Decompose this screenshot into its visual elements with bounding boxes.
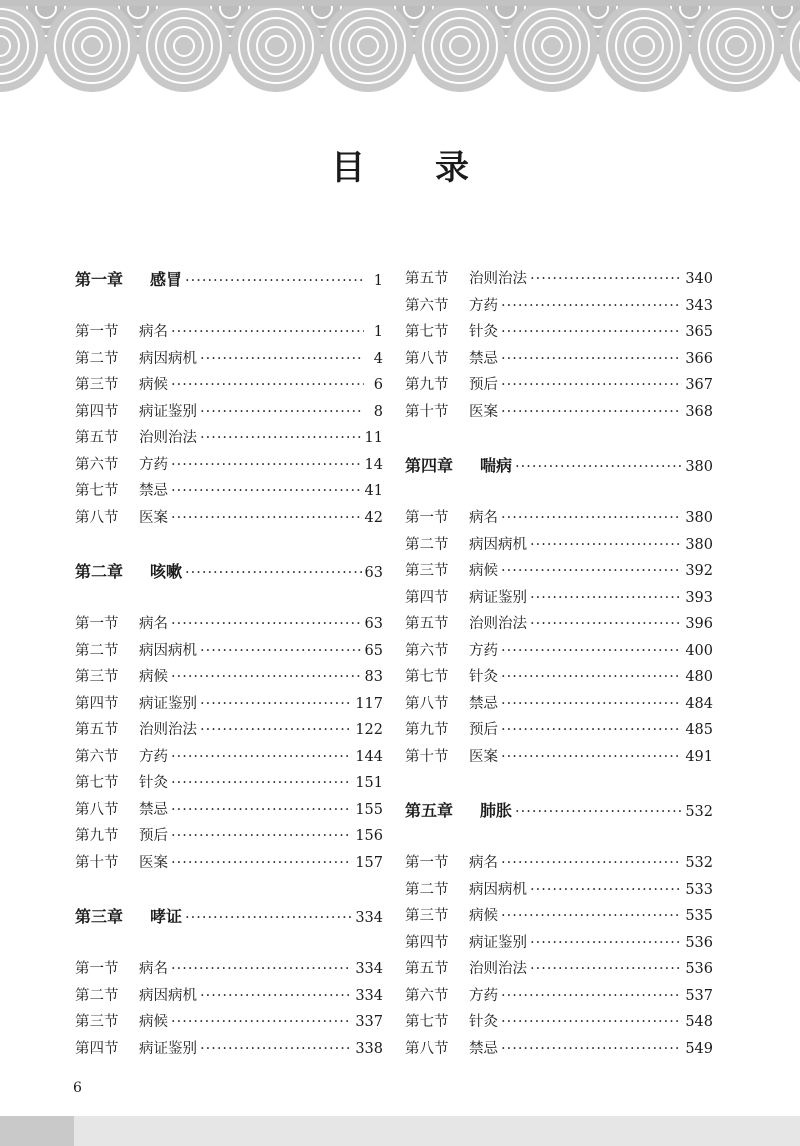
section-entry-title: 禁忌 <box>469 350 498 367</box>
section-entry-label: 第七节 <box>405 324 449 340</box>
chapter-entry-page: 1 <box>373 273 383 289</box>
section-entry-page: 41 <box>364 483 383 499</box>
section-entry[interactable] <box>405 1009 713 1036</box>
footer-bar <box>0 1116 800 1146</box>
section-entry[interactable] <box>405 691 713 718</box>
section-entry-label: 第七节 <box>75 775 119 791</box>
section-entry-page: 380 <box>685 510 713 526</box>
section-entry[interactable] <box>75 638 383 665</box>
leader-dots <box>200 691 352 718</box>
section-entry[interactable] <box>405 850 713 877</box>
section-entry[interactable] <box>75 823 383 850</box>
leader-dots <box>501 505 682 532</box>
chapter-entry-title: 感冒 <box>150 270 183 289</box>
chapter-entry-label: 第二章 <box>75 562 124 581</box>
leader-dots <box>200 346 364 373</box>
section-entry-page: 42 <box>364 509 383 526</box>
chapter-entry-label: 第五章 <box>405 801 454 820</box>
section-entry-label: 第十节 <box>405 748 449 765</box>
section-entry-title: 病候 <box>139 377 168 393</box>
section-entry-title: 方药 <box>469 987 498 1004</box>
section-entry-title: 病因病机 <box>139 987 197 1004</box>
leader-dots <box>501 293 682 320</box>
section-entry-title: 预后 <box>139 828 168 844</box>
section-entry[interactable] <box>405 744 713 771</box>
leader-dots <box>530 532 682 559</box>
section-entry-page: 396 <box>685 616 713 632</box>
leader-dots <box>530 877 682 904</box>
section-entry-title: 病候 <box>469 908 498 924</box>
section-entry-title: 医案 <box>469 748 498 765</box>
section-entry-page: 393 <box>685 589 713 606</box>
section-entry-label: 第二节 <box>405 536 449 553</box>
section-entry[interactable] <box>75 956 383 983</box>
leader-dots <box>501 691 682 718</box>
section-entry-title: 病因病机 <box>139 350 197 367</box>
section-entry-title: 病名 <box>139 324 168 340</box>
leader-dots <box>501 399 682 426</box>
section-entry-label: 第六节 <box>405 642 449 659</box>
section-entry-page: 334 <box>355 961 383 977</box>
section-entry-title: 禁忌 <box>139 483 168 499</box>
section-entry-title: 方药 <box>469 297 498 314</box>
section-entry-title: 病因病机 <box>139 642 197 659</box>
leader-dots <box>501 664 682 691</box>
section-entry-title: 病证鉴别 <box>139 1040 197 1057</box>
leader-dots <box>501 903 682 930</box>
section-entry-title: 治则治法 <box>469 616 527 632</box>
section-entry-label: 第五节 <box>405 961 449 977</box>
section-entry[interactable] <box>75 425 383 452</box>
section-entry-label: 第九节 <box>405 722 449 738</box>
leader-dots <box>501 850 682 877</box>
section-entry-title: 治则治法 <box>139 722 197 738</box>
chapter-entry[interactable] <box>405 452 713 479</box>
section-entry-page: 392 <box>685 563 713 579</box>
section-entry-label: 第四节 <box>75 1040 119 1057</box>
section-entry-title: 治则治法 <box>139 430 197 446</box>
section-entry-page: 340 <box>685 271 713 287</box>
chapter-entry-title: 哮证 <box>150 907 183 926</box>
section-entry[interactable] <box>75 611 383 638</box>
wave-scallop <box>506 0 598 92</box>
section-entry-title: 禁忌 <box>469 1040 498 1057</box>
section-entry-page: 156 <box>355 828 383 844</box>
leader-dots <box>501 983 682 1010</box>
leader-dots <box>530 930 682 957</box>
section-entry-page: 1 <box>373 324 383 340</box>
section-entry[interactable] <box>75 1009 383 1036</box>
leader-dots <box>171 770 352 797</box>
leader-dots <box>171 452 362 479</box>
section-entry-page: 144 <box>355 748 383 765</box>
section-entry[interactable] <box>75 478 383 505</box>
section-entry-label: 第三节 <box>75 669 119 685</box>
leader-dots <box>530 266 682 293</box>
leader-dots <box>171 372 364 399</box>
section-entry[interactable] <box>75 399 383 426</box>
title-char-2: 录 <box>435 148 469 188</box>
section-entry-label: 第一节 <box>75 324 119 340</box>
wave-scallop <box>690 0 782 92</box>
section-entry[interactable] <box>405 505 713 532</box>
section-entry-label: 第一节 <box>75 616 119 632</box>
section-entry-label: 第七节 <box>405 669 449 685</box>
section-entry-title: 医案 <box>139 854 168 871</box>
section-entry[interactable] <box>405 983 713 1010</box>
section-entry-label: 第八节 <box>405 350 449 367</box>
chapter-entry-page: 380 <box>685 459 713 475</box>
section-entry-label: 第六节 <box>405 987 449 1004</box>
leader-dots <box>200 425 362 452</box>
chapter-entry-label: 第一章 <box>75 270 124 289</box>
section-entry-label: 第五节 <box>75 430 119 446</box>
page-number: 6 <box>73 1080 82 1096</box>
section-entry[interactable] <box>405 399 713 426</box>
section-entry-label: 第五节 <box>405 616 449 632</box>
section-entry-title: 病证鉴别 <box>469 589 527 606</box>
section-entry-label: 第二节 <box>75 987 119 1004</box>
toc-column-right <box>405 266 713 1062</box>
section-entry-page: 532 <box>685 855 713 871</box>
section-entry[interactable] <box>75 770 383 797</box>
section-entry-page: 365 <box>685 324 713 340</box>
section-entry-label: 第二节 <box>75 642 119 659</box>
section-entry-page: 535 <box>685 908 713 924</box>
section-entry-label: 第六节 <box>75 748 119 765</box>
section-entry-label: 第四节 <box>405 934 449 951</box>
section-entry[interactable] <box>405 558 713 585</box>
section-entry-page: 155 <box>355 801 383 818</box>
leader-dots <box>185 268 364 295</box>
section-entry-title: 病因病机 <box>469 881 527 898</box>
section-entry-page: 548 <box>685 1014 713 1030</box>
section-entry-page: 366 <box>685 350 713 367</box>
leader-dots <box>171 797 352 824</box>
section-entry-label: 第五节 <box>75 722 119 738</box>
section-entry-page: 480 <box>685 669 713 685</box>
leader-dots <box>171 611 362 638</box>
section-entry[interactable] <box>405 717 713 744</box>
section-entry[interactable] <box>75 346 383 373</box>
section-entry-title: 预后 <box>469 377 498 393</box>
section-entry-label: 第一节 <box>75 961 119 977</box>
section-entry-title: 病名 <box>139 616 168 632</box>
leader-dots <box>515 454 682 481</box>
leader-dots <box>185 560 362 587</box>
section-entry-page: 343 <box>685 297 713 314</box>
leader-dots <box>501 1036 682 1063</box>
chapter-entry-label: 第四章 <box>405 456 454 475</box>
wave-scallop <box>414 0 506 92</box>
section-entry[interactable] <box>405 319 713 346</box>
section-entry-title: 预后 <box>469 722 498 738</box>
section-entry-label: 第六节 <box>405 297 449 314</box>
section-entry-title: 禁忌 <box>139 801 168 818</box>
section-entry-page: 368 <box>685 403 713 420</box>
chapter-entry-title: 喘病 <box>480 456 513 475</box>
section-entry-title: 病候 <box>139 1014 168 1030</box>
section-entry-title: 医案 <box>139 509 168 526</box>
leader-dots <box>200 399 364 426</box>
section-entry-page: 14 <box>364 456 383 473</box>
section-entry-page: 549 <box>685 1040 713 1057</box>
section-entry[interactable] <box>75 505 383 532</box>
section-entry[interactable] <box>405 1036 713 1063</box>
section-entry-title: 病名 <box>469 510 498 526</box>
scallop-banner <box>0 0 800 100</box>
wave-scallop <box>322 0 414 92</box>
section-entry-label: 第八节 <box>405 1040 449 1057</box>
section-entry[interactable] <box>75 691 383 718</box>
leader-dots <box>501 638 682 665</box>
section-entry[interactable] <box>405 532 713 559</box>
section-entry[interactable] <box>405 266 713 293</box>
section-entry[interactable] <box>405 611 713 638</box>
section-entry-label: 第三节 <box>405 908 449 924</box>
section-entry-page: 536 <box>685 934 713 951</box>
section-entry-title: 病证鉴别 <box>139 403 197 420</box>
leader-dots <box>200 717 352 744</box>
chapter-entry-title: 咳嗽 <box>150 562 183 581</box>
section-entry[interactable] <box>405 664 713 691</box>
leader-dots <box>171 505 362 532</box>
section-entry-page: 484 <box>685 695 713 712</box>
section-entry-label: 第九节 <box>405 377 449 393</box>
section-entry[interactable] <box>75 744 383 771</box>
section-entry-title: 医案 <box>469 403 498 420</box>
section-entry-title: 病因病机 <box>469 536 527 553</box>
section-entry[interactable] <box>75 664 383 691</box>
toc-column-left <box>75 266 383 1062</box>
leader-dots <box>530 956 682 983</box>
section-entry-title: 方药 <box>139 456 168 473</box>
section-entry-title: 病候 <box>139 669 168 685</box>
section-entry-label: 第三节 <box>75 377 119 393</box>
leader-dots <box>501 744 682 771</box>
chapter-entry[interactable] <box>405 797 713 824</box>
section-entry-page: 122 <box>355 722 383 738</box>
section-entry-page: 65 <box>364 642 383 659</box>
section-entry-page: 83 <box>364 669 383 685</box>
section-entry-page: 117 <box>355 695 383 712</box>
section-entry-title: 病证鉴别 <box>469 934 527 951</box>
section-entry[interactable] <box>405 903 713 930</box>
section-entry[interactable] <box>405 372 713 399</box>
wave-scallop <box>138 0 230 92</box>
leader-dots <box>171 478 362 505</box>
section-entry[interactable] <box>75 372 383 399</box>
leader-dots <box>501 372 682 399</box>
leader-dots <box>530 585 682 612</box>
leader-dots <box>171 956 352 983</box>
section-entry[interactable] <box>405 293 713 320</box>
section-entry-page: 4 <box>373 350 383 367</box>
section-entry[interactable] <box>405 638 713 665</box>
section-entry-title: 病候 <box>469 563 498 579</box>
section-entry[interactable] <box>75 717 383 744</box>
section-entry-title: 禁忌 <box>469 695 498 712</box>
section-entry-label: 第七节 <box>75 483 119 499</box>
section-entry-title: 方药 <box>469 642 498 659</box>
section-entry-label: 第六节 <box>75 456 119 473</box>
section-entry-label: 第四节 <box>405 589 449 606</box>
leader-dots <box>200 1036 352 1063</box>
section-entry-page: 380 <box>685 536 713 553</box>
leader-dots <box>171 319 364 346</box>
section-entry[interactable] <box>405 585 713 612</box>
section-entry-label: 第一节 <box>405 855 449 871</box>
section-entry-title: 针灸 <box>469 669 498 685</box>
leader-dots <box>171 744 352 771</box>
section-entry-label: 第二节 <box>75 350 119 367</box>
leader-dots <box>171 664 362 691</box>
leader-dots <box>501 346 682 373</box>
chapter-entry-label: 第三章 <box>75 907 124 926</box>
section-entry-title: 治则治法 <box>469 271 527 287</box>
section-entry-label: 第四节 <box>75 403 119 420</box>
section-entry-page: 485 <box>685 722 713 738</box>
section-entry-page: 533 <box>685 881 713 898</box>
leader-dots <box>515 799 682 826</box>
section-entry-label: 第九节 <box>75 828 119 844</box>
title-char-1: 目 <box>331 148 365 188</box>
section-entry-label: 第一节 <box>405 510 449 526</box>
leader-dots <box>171 850 352 877</box>
section-entry-label: 第十节 <box>75 854 119 871</box>
chapter-entry[interactable] <box>75 266 383 293</box>
leader-dots <box>171 823 352 850</box>
section-entry-title: 病名 <box>469 855 498 871</box>
section-entry-page: 151 <box>355 775 383 791</box>
leader-dots <box>530 611 682 638</box>
section-entry-page: 536 <box>685 961 713 977</box>
chapter-entry-page: 334 <box>355 910 383 926</box>
section-entry-page: 6 <box>373 377 383 393</box>
section-entry-page: 63 <box>364 616 383 632</box>
section-entry-title: 针灸 <box>469 324 498 340</box>
section-entry-label: 第四节 <box>75 695 119 712</box>
section-entry[interactable] <box>75 850 383 877</box>
section-entry-title: 针灸 <box>139 775 168 791</box>
section-entry-label: 第三节 <box>75 1014 119 1030</box>
section-entry-page: 491 <box>685 748 713 765</box>
chapter-entry[interactable] <box>75 903 383 930</box>
section-entry-page: 334 <box>355 987 383 1004</box>
footer-tab <box>0 1116 74 1146</box>
section-entry-label: 第八节 <box>75 509 119 526</box>
leader-dots <box>501 319 682 346</box>
wave-scallop <box>46 0 138 92</box>
chapter-entry-page: 532 <box>685 804 713 820</box>
page-title <box>0 140 800 189</box>
wave-scallop <box>230 0 322 92</box>
section-entry-page: 338 <box>355 1040 383 1057</box>
section-entry[interactable] <box>75 319 383 346</box>
section-entry-label: 第二节 <box>405 881 449 898</box>
section-entry-page: 367 <box>685 377 713 393</box>
chapter-entry-title: 肺胀 <box>480 801 513 820</box>
leader-dots <box>501 1009 682 1036</box>
section-entry-title: 病证鉴别 <box>139 695 197 712</box>
section-entry[interactable] <box>405 956 713 983</box>
leader-dots <box>200 983 352 1010</box>
section-entry-page: 157 <box>355 854 383 871</box>
leader-dots <box>501 717 682 744</box>
section-entry[interactable] <box>75 797 383 824</box>
section-entry-label: 第八节 <box>75 801 119 818</box>
section-entry-label: 第五节 <box>405 271 449 287</box>
leader-dots <box>200 638 362 665</box>
leader-dots <box>501 558 682 585</box>
leader-dots <box>171 1009 352 1036</box>
section-entry[interactable] <box>405 877 713 904</box>
section-entry[interactable] <box>405 346 713 373</box>
section-entry[interactable] <box>75 983 383 1010</box>
section-entry-title: 针灸 <box>469 1014 498 1030</box>
section-entry-label: 第十节 <box>405 403 449 420</box>
section-entry-label: 第八节 <box>405 695 449 712</box>
section-entry-title: 治则治法 <box>469 961 527 977</box>
leader-dots <box>185 905 352 932</box>
section-entry[interactable] <box>405 930 713 957</box>
section-entry[interactable] <box>75 1036 383 1063</box>
section-entry-page: 400 <box>685 642 713 659</box>
wave-scallop <box>598 0 690 92</box>
section-entry-label: 第三节 <box>405 563 449 579</box>
chapter-entry[interactable] <box>75 558 383 585</box>
section-entry-title: 病名 <box>139 961 168 977</box>
section-entry-page: 537 <box>685 987 713 1004</box>
section-entry-page: 11 <box>364 430 383 446</box>
section-entry[interactable] <box>75 452 383 479</box>
section-entry-page: 8 <box>373 403 383 420</box>
section-entry-title: 方药 <box>139 748 168 765</box>
chapter-entry-page: 63 <box>364 565 383 581</box>
section-entry-label: 第七节 <box>405 1014 449 1030</box>
section-entry-page: 337 <box>355 1014 383 1030</box>
